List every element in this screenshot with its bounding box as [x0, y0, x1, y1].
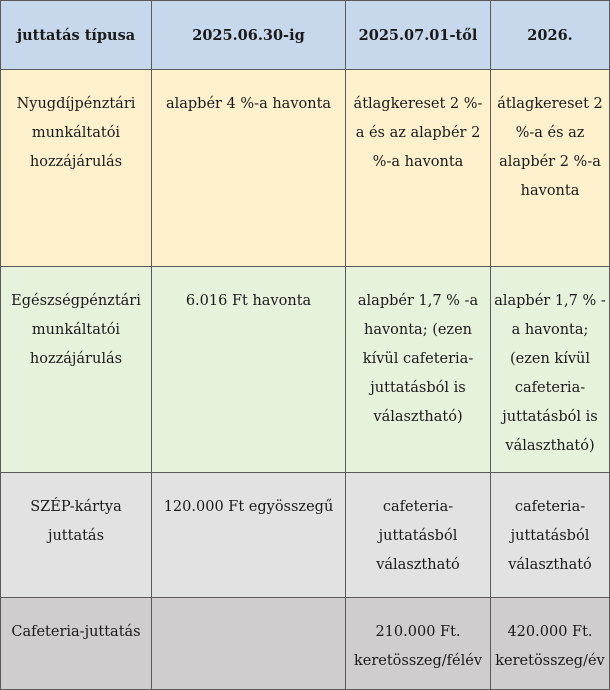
header-benefit-type: juttatás típusa — [1, 1, 152, 70]
cell-from-2025-07-01: cafeteria-juttatásból választható — [346, 473, 491, 598]
cell-2026: 420.000 Ft. keretösszeg/év — [491, 598, 610, 690]
header-from-2025-07-01: 2025.07.01-től — [346, 1, 491, 70]
cell-until-2025-06-30 — [152, 598, 346, 690]
cell-from-2025-07-01: alapbér 1,7 % -a havonta; (ezen kívül cafeteria-juttatásból is választható) — [346, 267, 491, 473]
cell-2026: átlagkereset 2 %-a és az alapbér 2 %-a havonta — [491, 70, 610, 267]
cell-benefit-type: Cafeteria-juttatás — [1, 598, 152, 690]
cell-2026: cafeteria-juttatásból választható — [491, 473, 610, 598]
table-row-cafeteria — [1, 598, 610, 690]
cell-until-2025-06-30: alapbér 4 %-a havonta — [152, 70, 346, 267]
cell-from-2025-07-01: 210.000 Ft. keretösszeg/félév — [346, 598, 491, 690]
cell-benefit-type: Egészségpénztári munkáltatói hozzájárulás — [1, 267, 152, 473]
header-until-2025-06-30: 2025.06.30-ig — [152, 1, 346, 70]
cell-benefit-type: Nyugdíjpénztári munkáltatói hozzájárulás — [1, 70, 152, 267]
cell-until-2025-06-30: 120.000 Ft egyösszegű — [152, 473, 346, 598]
cell-2026: alapbér 1,7 % -a havonta; (ezen kívül cafeteria-juttatásból is választható) — [491, 267, 610, 473]
cell-from-2025-07-01: átlagkereset 2 %-a és az alapbér 2 %-a havonta — [346, 70, 491, 267]
cell-until-2025-06-30: 6.016 Ft havonta — [152, 267, 346, 473]
header-row — [1, 1, 610, 70]
table-row-szep-card — [1, 473, 610, 598]
table-row-pension-fund — [1, 70, 610, 267]
cell-benefit-type: SZÉP-kártya juttatás — [1, 473, 152, 598]
header-2026: 2026. — [491, 1, 610, 70]
table-row-health-fund — [1, 267, 610, 473]
